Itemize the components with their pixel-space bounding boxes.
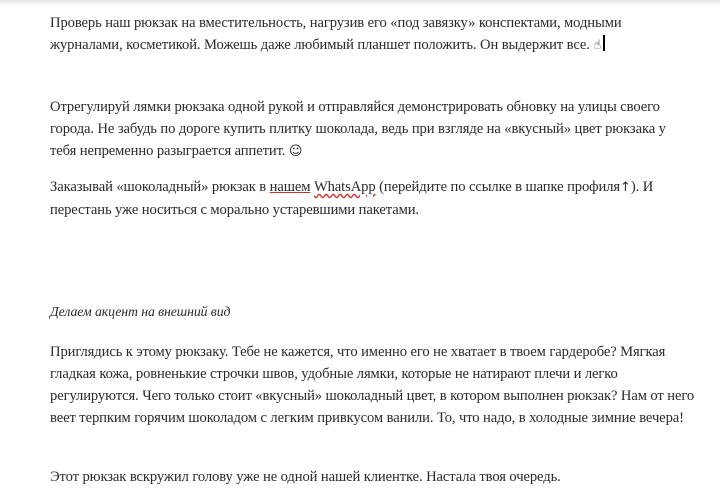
paragraph-capacity xyxy=(50,12,695,57)
pointing-hand-icon: ☝ xyxy=(593,38,602,53)
order-text-start: Заказывай «шоколадный» рюкзак в xyxy=(50,179,267,195)
paragraph-appearance: Приглядись к этому рюкзаку. Тебе не кажется, что именно его не хватает в твоем гардеробе? Мягкая гладкая кожа, ровненькие строчки швов, удобные лямки, которые не натирают плечи и легко регулируются. Чего только стоит «вкусный» шоколадный цвет, в котором выполнен рюкзак? Нам от него веет терпким горячим шоколадом с легким привкусом ванили. То, что надо, в холодные зимние вечера! xyxy=(50,344,695,426)
whatsapp-link-prefix[interactable]: нашем xyxy=(269,179,311,195)
paragraph-order xyxy=(50,176,695,221)
paragraph-capacity-text: Проверь наш рюкзак на вместительность, нагрузив его «под завязку» конспектами, модными журналами, косметикой. Можешь даже любимый планшет положить. Он выдержит все. xyxy=(50,15,622,53)
order-text-end: ). И перестань уже носиться с морально устаревшими пакетами. xyxy=(50,179,654,218)
paragraph-clients: Этот рюкзак вскружил голову уже не одной нашей клиентке. Настала твоя очередь. xyxy=(50,469,561,485)
up-arrow-icon: ↑ xyxy=(620,180,631,195)
paragraph-straps-text: Отрегулируй лямки рюкзака одной рукой и отправляйся демонстрировать обновку на улицы своего города. Не забудь по дороге купить плитку шоколада, ведь при взгляде на «вкусный» цвет рюкзака у тебя непременно разыграется аппетит. xyxy=(50,99,666,159)
smiley-icon: ☺ xyxy=(288,144,303,159)
section-heading: Делаем акцент на внешний вид xyxy=(50,304,231,319)
whatsapp-link[interactable]: WhatsApp xyxy=(313,179,376,195)
text-cursor xyxy=(603,35,605,51)
paragraph-straps xyxy=(50,96,695,163)
order-text-middle: (перейдите по ссылке в шапке профиля xyxy=(379,179,621,195)
top-shadow-band xyxy=(0,0,720,6)
